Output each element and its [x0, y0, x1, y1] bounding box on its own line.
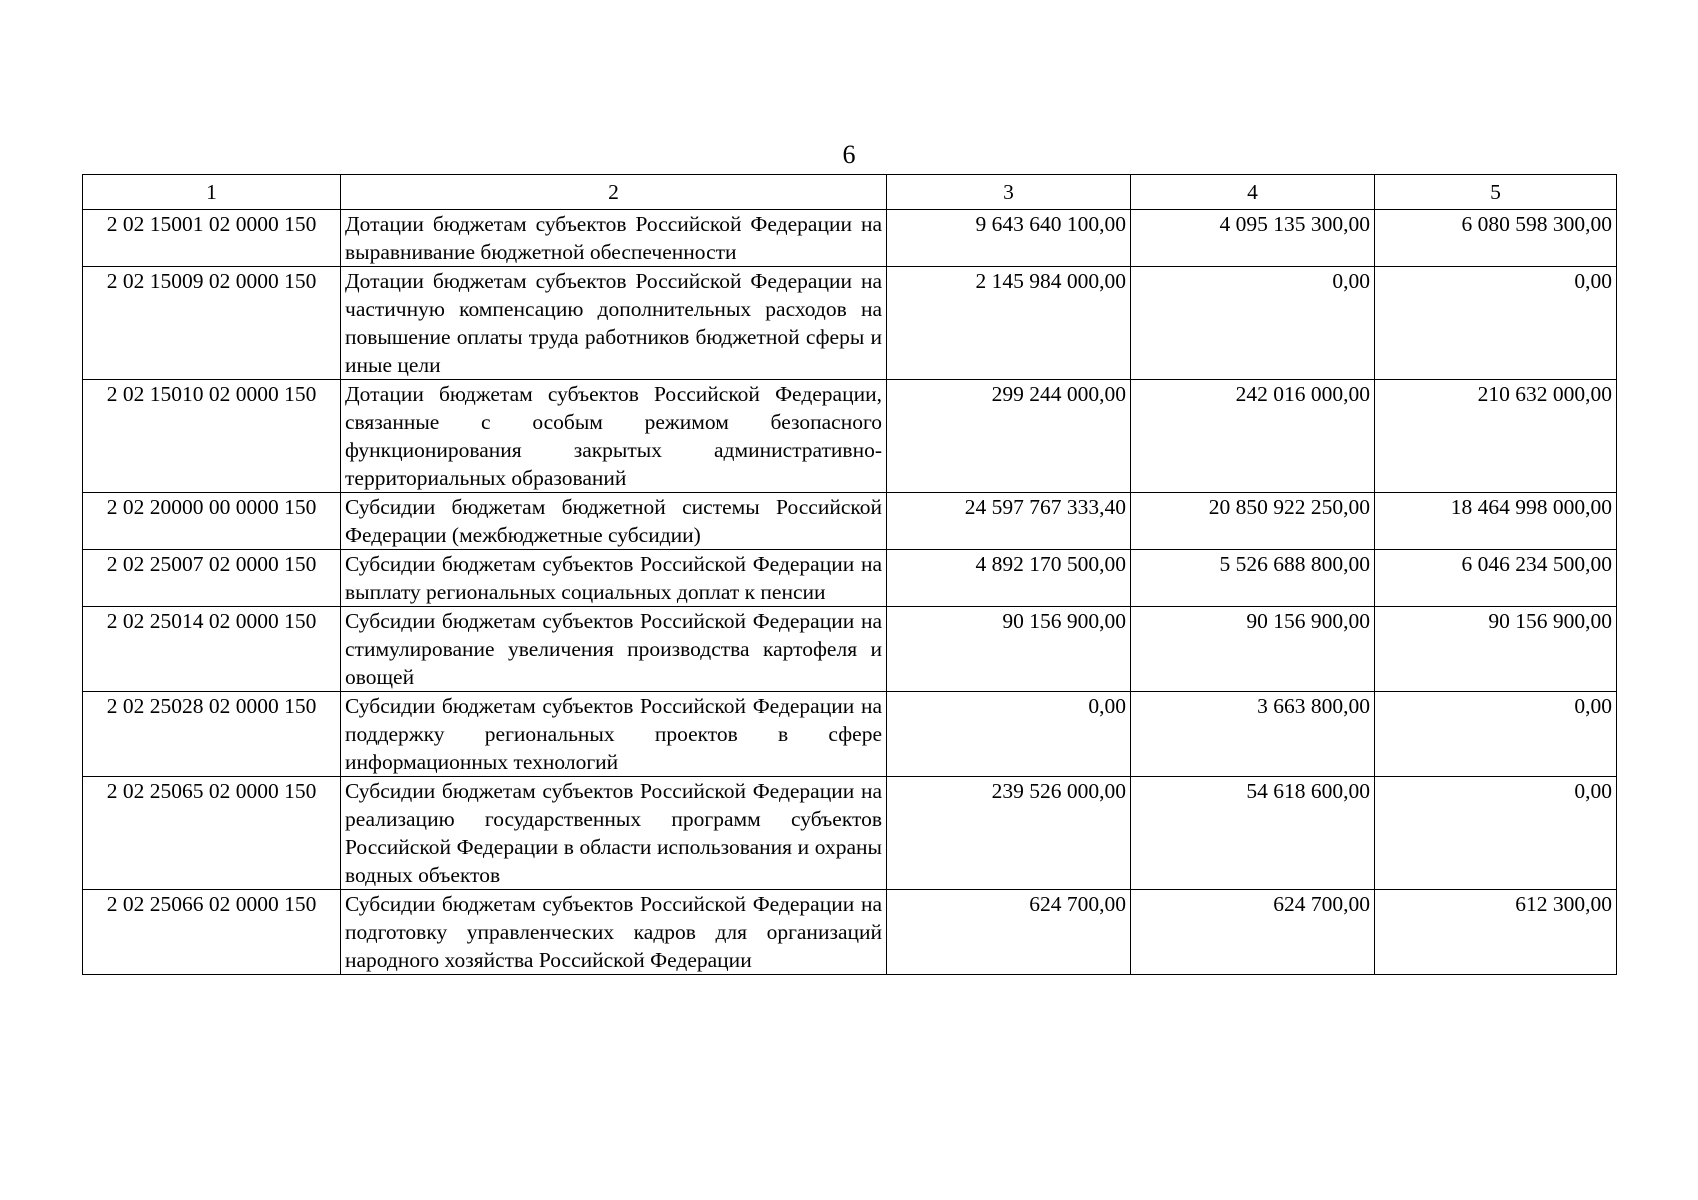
amount-col-4: 5 526 688 800,00 — [1131, 550, 1375, 607]
budget-item-name: Субсидии бюджетам субъектов Российской Федерации на подготовку управленческих кадров для организаций народного хозяйства Российской Федерации — [341, 890, 887, 975]
amount-col-5: 0,00 — [1375, 777, 1617, 890]
column-number-1: 1 — [83, 175, 341, 210]
amount-col-3: 239 526 000,00 — [887, 777, 1131, 890]
budget-code: 2 02 25065 02 0000 150 — [83, 777, 341, 890]
amount-col-3: 2 145 984 000,00 — [887, 267, 1131, 380]
budget-code: 2 02 25014 02 0000 150 — [83, 607, 341, 692]
amount-col-4: 54 618 600,00 — [1131, 777, 1375, 890]
amount-col-4: 20 850 922 250,00 — [1131, 493, 1375, 550]
budget-code: 2 02 15009 02 0000 150 — [83, 267, 341, 380]
amount-col-5: 0,00 — [1375, 692, 1617, 777]
amount-col-3: 90 156 900,00 — [887, 607, 1131, 692]
amount-col-3: 299 244 000,00 — [887, 380, 1131, 493]
budget-item-name: Дотации бюджетам субъектов Российской Федерации, связанные с особым режимом безопасного функционирования закрытых административно-территориальных образований — [341, 380, 887, 493]
amount-col-4: 3 663 800,00 — [1131, 692, 1375, 777]
table-row — [83, 267, 1617, 380]
amount-col-5: 210 632 000,00 — [1375, 380, 1617, 493]
budget-item-name: Субсидии бюджетам субъектов Российской Федерации на реализацию государственных программ субъектов Российской Федерации в области использования и охраны водных объектов — [341, 777, 887, 890]
amount-col-5: 612 300,00 — [1375, 890, 1617, 975]
budget-item-name: Субсидии бюджетам субъектов Российской Федерации на поддержку региональных проектов в сфере информационных технологий — [341, 692, 887, 777]
amount-col-5: 0,00 — [1375, 267, 1617, 380]
table-row — [83, 550, 1617, 607]
budget-table-body — [83, 175, 1617, 975]
amount-col-4: 624 700,00 — [1131, 890, 1375, 975]
budget-code: 2 02 15010 02 0000 150 — [83, 380, 341, 493]
budget-item-name: Субсидии бюджетам бюджетной системы Российской Федерации (межбюджетные субсидии) — [341, 493, 887, 550]
column-number-row — [83, 175, 1617, 210]
budget-code: 2 02 15001 02 0000 150 — [83, 210, 341, 267]
amount-col-5: 18 464 998 000,00 — [1375, 493, 1617, 550]
table-row — [83, 380, 1617, 493]
budget-item-name: Субсидии бюджетам субъектов Российской Федерации на стимулирование увеличения производства картофеля и овощей — [341, 607, 887, 692]
amount-col-4: 242 016 000,00 — [1131, 380, 1375, 493]
budget-code: 2 02 25007 02 0000 150 — [83, 550, 341, 607]
column-number-4: 4 — [1131, 175, 1375, 210]
budget-item-name: Субсидии бюджетам субъектов Российской Федерации на выплату региональных социальных доплат к пенсии — [341, 550, 887, 607]
budget-code: 2 02 20000 00 0000 150 — [83, 493, 341, 550]
budget-item-name: Дотации бюджетам субъектов Российской Федерации на выравнивание бюджетной обеспеченности — [341, 210, 887, 267]
amount-col-3: 9 643 640 100,00 — [887, 210, 1131, 267]
table-row — [83, 210, 1617, 267]
budget-code: 2 02 25028 02 0000 150 — [83, 692, 341, 777]
amount-col-3: 624 700,00 — [887, 890, 1131, 975]
amount-col-3: 24 597 767 333,40 — [887, 493, 1131, 550]
column-number-3: 3 — [887, 175, 1131, 210]
table-row — [83, 890, 1617, 975]
amount-col-5: 6 046 234 500,00 — [1375, 550, 1617, 607]
table-row — [83, 692, 1617, 777]
table-row — [83, 777, 1617, 890]
amount-col-5: 6 080 598 300,00 — [1375, 210, 1617, 267]
amount-col-4: 0,00 — [1131, 267, 1375, 380]
column-number-5: 5 — [1375, 175, 1617, 210]
table-row — [83, 607, 1617, 692]
table-row — [83, 493, 1617, 550]
amount-col-4: 90 156 900,00 — [1131, 607, 1375, 692]
amount-col-3: 4 892 170 500,00 — [887, 550, 1131, 607]
amount-col-3: 0,00 — [887, 692, 1131, 777]
budget-code: 2 02 25066 02 0000 150 — [83, 890, 341, 975]
amount-col-5: 90 156 900,00 — [1375, 607, 1617, 692]
page-number: 6 — [842, 140, 856, 169]
column-number-2: 2 — [341, 175, 887, 210]
budget-item-name: Дотации бюджетам субъектов Российской Федерации на частичную компенсацию дополнительных расходов на повышение оплаты труда работников бюджетной сферы и иные цели — [341, 267, 887, 380]
amount-col-4: 4 095 135 300,00 — [1131, 210, 1375, 267]
budget-table — [82, 174, 1617, 975]
